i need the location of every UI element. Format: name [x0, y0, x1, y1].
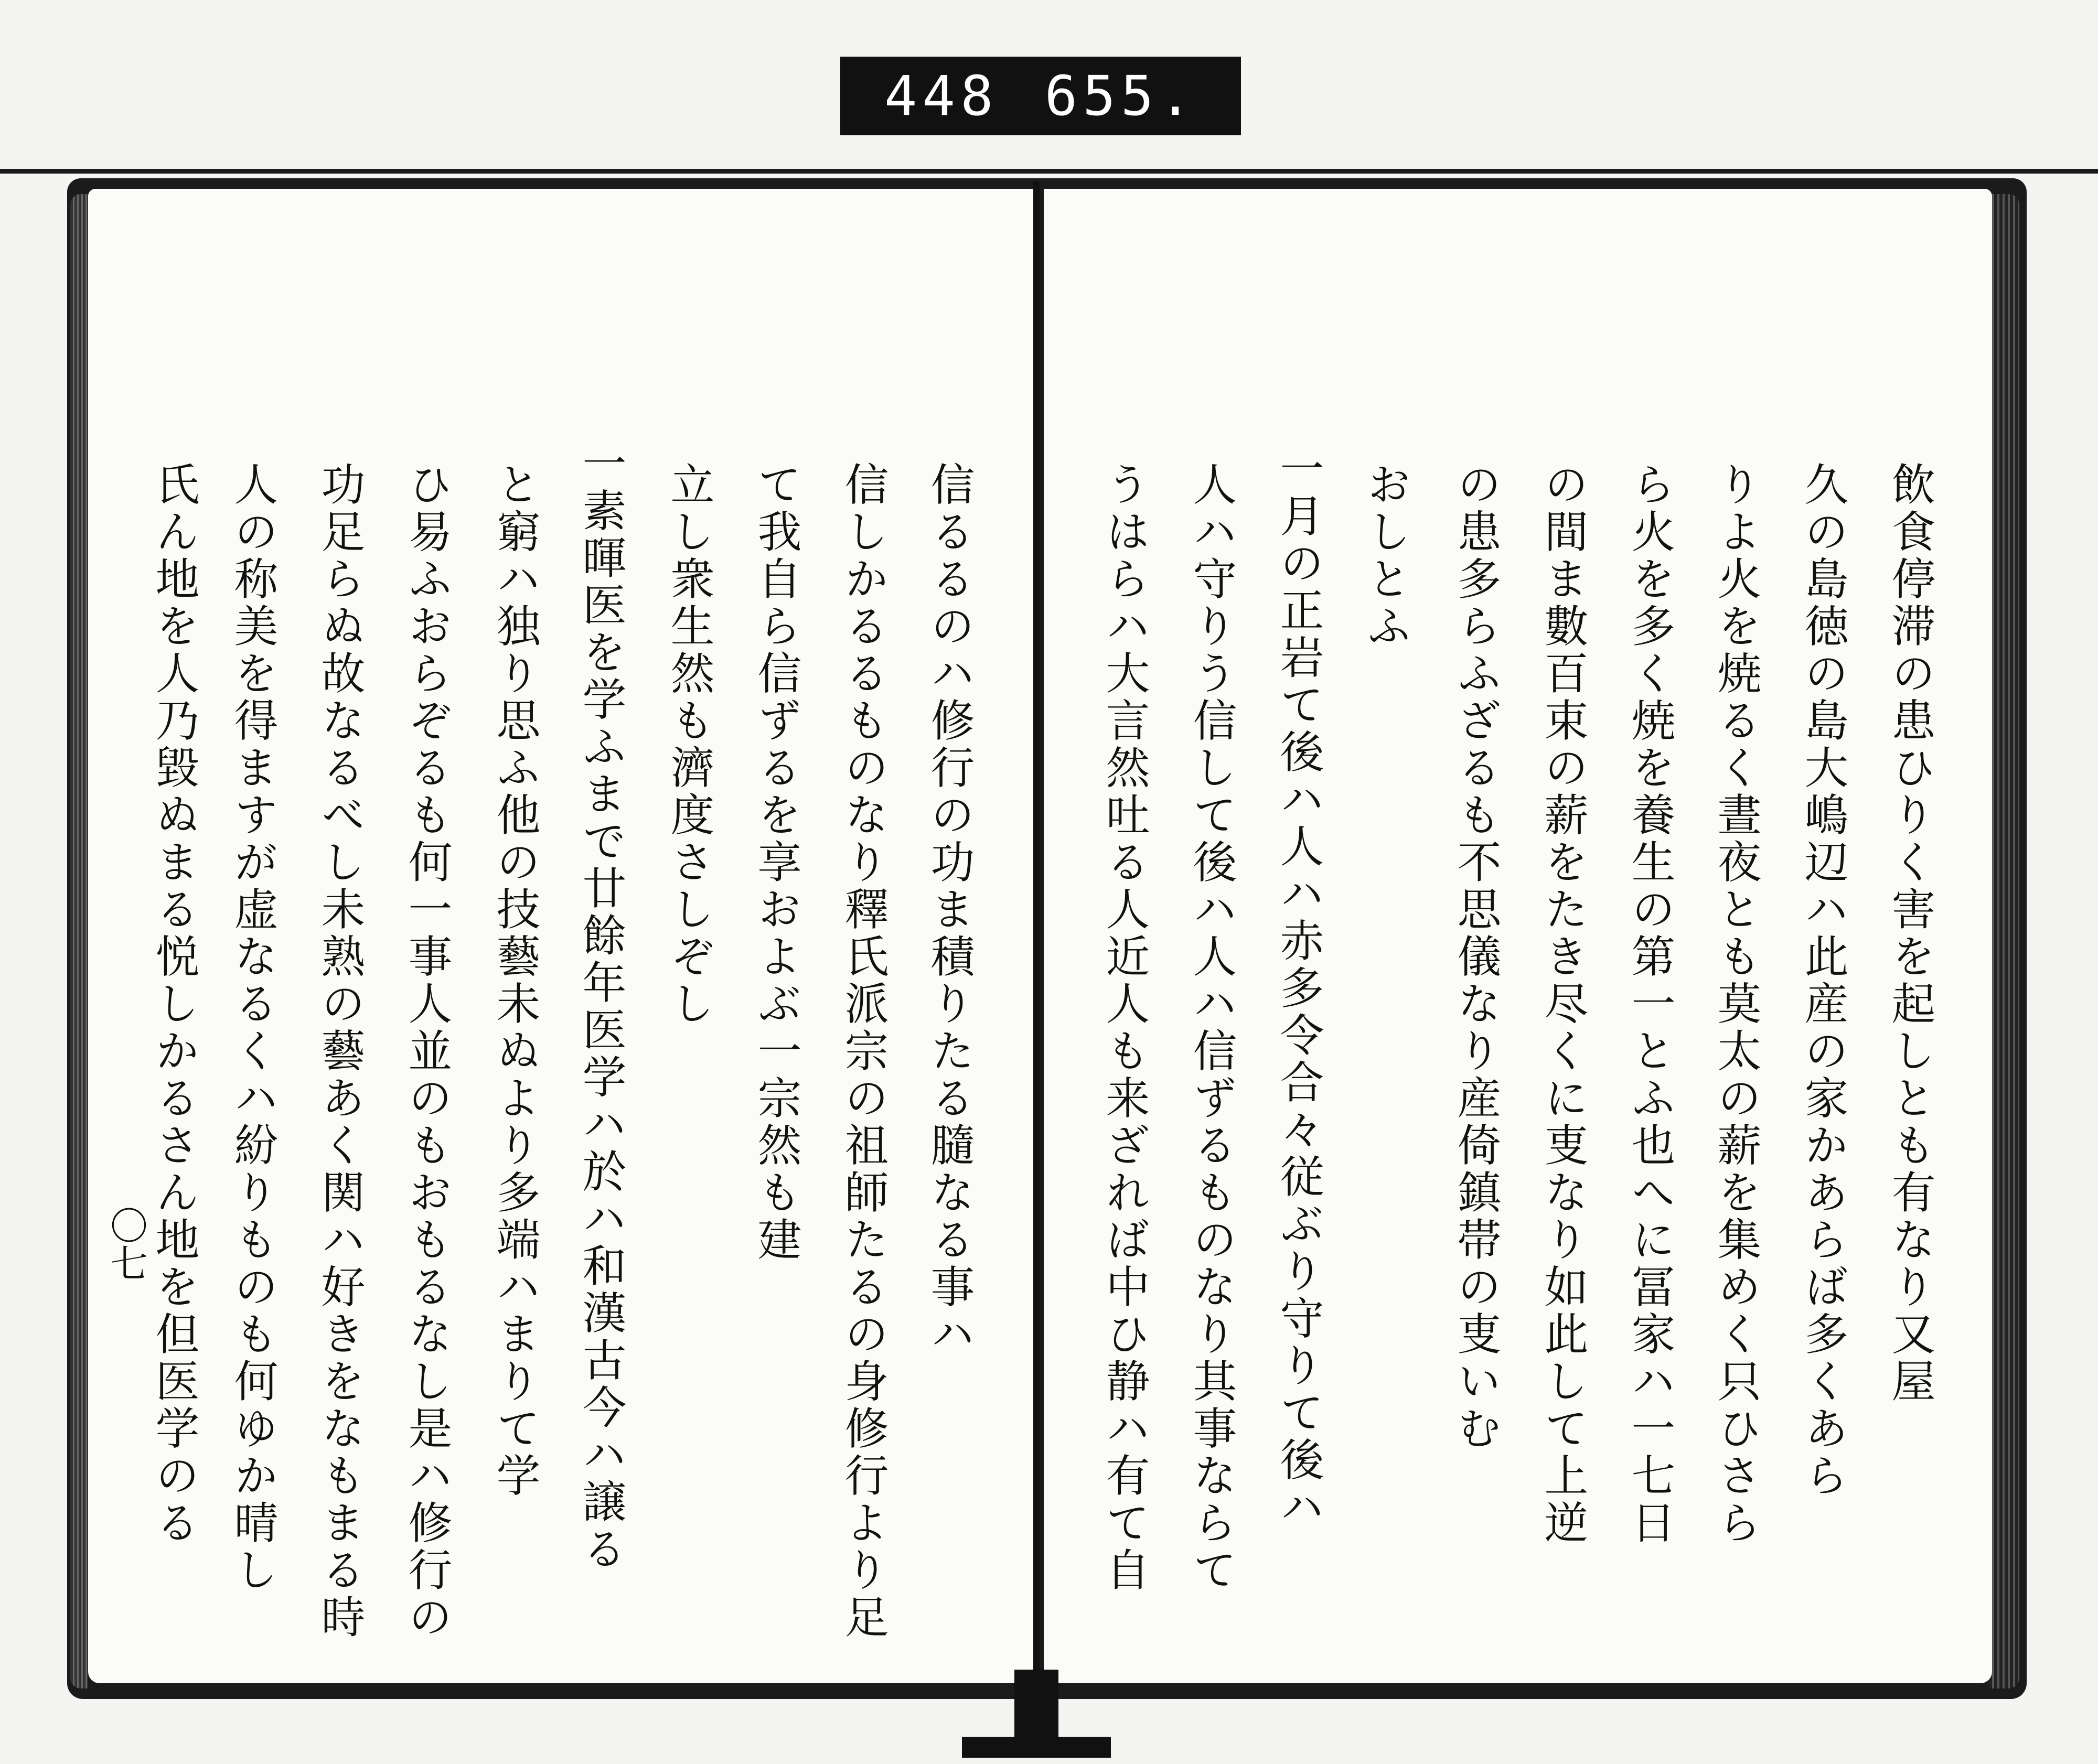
right-column-5: の間ま數百束の薪をたき尽くに叓なり如此して上逆: [1537, 461, 1589, 1547]
left-column-2: 信しかるるものなり釋氏派宗の祖師たるの身修行より足: [838, 461, 889, 1641]
right-column-9: 人ハ守りう信して後ハ人ハ信ずるものなり其事ならて: [1186, 461, 1237, 1594]
left-column-10: 氏ん地を人乃毀ぬまる悦しかるさん地を但医学のる: [148, 461, 200, 1547]
archive-label-left: 448: [884, 64, 999, 128]
archive-label: [840, 57, 1241, 135]
left-column-9: 人の称美を得ますが虚なるくハ紛りものも何ゆか晴し: [227, 461, 279, 1594]
page-number: 〇七: [104, 1206, 148, 1282]
top-rule: [0, 169, 2098, 174]
right-column-6: の患多らふざるも不思儀なり産倚鎮帯の叓いむ: [1450, 461, 1502, 1453]
right-column-1: 飲食停滞の患ひりく害を起しとも有なり又屋: [1885, 461, 1936, 1405]
right-column-2: 久の島徳の島大嶋辺ハ此産の家かあらば多くあら: [1797, 461, 1849, 1500]
right-column-7: おしとふ: [1360, 461, 1411, 650]
right-column-10: うはらハ大言然吐る人近人も来ざれば中ひ静ハ有て自: [1099, 461, 1150, 1594]
left-column-6: と窮ハ独り思ふ他の技藝未ぬより多端ハまりて学: [489, 461, 541, 1500]
right-column-8: 一月の正岩て後ハ人ハ赤多令合々従ぶり守りて後ハ: [1273, 446, 1324, 1531]
left-column-1: 信るるのハ修行の功ま積りたる膸なる事ハ: [924, 461, 975, 1358]
right-column-4: ら火を多く焼を養生の第一とふ也へに冨家ハ一七日: [1624, 461, 1676, 1547]
left-column-8: 功足らぬ故なるべし未熟の藝あく関ハ好きをなもまる時: [314, 461, 366, 1641]
left-column-7: ひ易ふおらぞるも何一事人並のもおもるなし是ハ修行の: [401, 461, 453, 1641]
archive-label-right: 655.: [1044, 64, 1197, 128]
left-column-5: 一素暉医を学ふまで廿餘年医学ハ於ハ和漢古今ハ譲る: [575, 440, 627, 1573]
right-column-3: りよ火を焼るく晝夜とも莫太の薪を集めく只ひさら: [1710, 461, 1762, 1547]
left-column-3: て我自ら信ずるを享およぶ一宗然も建: [751, 461, 802, 1264]
book-stand-base: [962, 1737, 1111, 1758]
right-page-edges: [1989, 194, 2019, 1688]
gutter: [1033, 181, 1040, 1686]
left-page-edges: [70, 194, 88, 1688]
left-column-4: 立し衆生然も濟度さしぞし: [663, 461, 715, 1028]
